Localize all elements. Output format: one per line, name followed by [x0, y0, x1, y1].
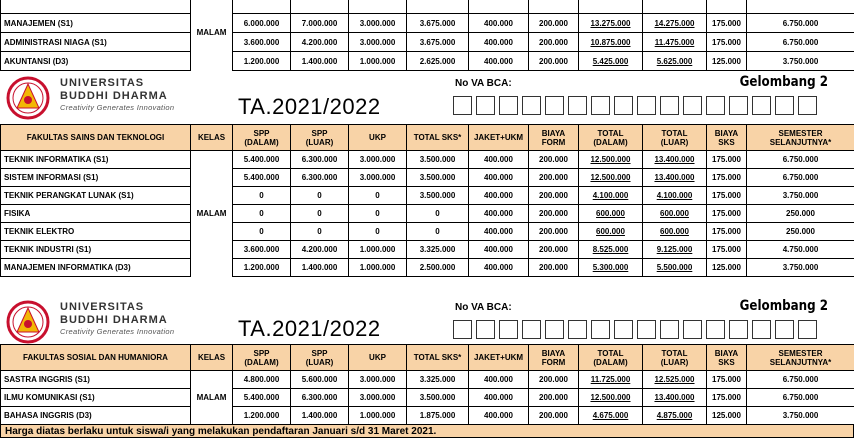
fee-cell: 12.500.000: [579, 151, 643, 169]
table-row: [1, 407, 854, 425]
va-input-boxes: [453, 96, 817, 115]
brand-line1: UNIVERSITAS: [60, 301, 145, 313]
fee-cell: 3.325.000: [407, 371, 469, 389]
fee-cell: 0: [233, 187, 291, 205]
fee-cell: 13.275.000: [579, 14, 643, 33]
fee-cell: 4.675.000: [579, 407, 643, 425]
table-row: [1, 205, 854, 223]
fee-cell: 200.000: [529, 223, 579, 241]
biaya-form-header: BIAYA FORM: [529, 125, 579, 151]
kelas-cell: MALAM: [191, 151, 233, 277]
ukp-header: UKP: [349, 345, 407, 371]
program-name: SISTEM INFORMASI (S1): [1, 169, 191, 187]
fee-cell: 9.125.000: [643, 241, 707, 259]
fee-cell: 400.000: [469, 33, 529, 52]
fee-cell: 6.750.000: [747, 33, 854, 52]
fee-cell: 13.400.000: [643, 389, 707, 407]
fee-cell: 6.750.000: [747, 371, 854, 389]
va-input-boxes: [453, 320, 817, 339]
fee-cell: 0: [407, 205, 469, 223]
fee-cell: 1.200.000: [233, 407, 291, 425]
top-fee-table: [0, 0, 854, 71]
fee-cell: 175.000: [707, 33, 747, 52]
fee-cell: 0: [349, 223, 407, 241]
total-luar-header: TOTAL (LUAR): [643, 345, 707, 371]
table-row: [1, 241, 854, 259]
fee-cell: 0: [291, 223, 349, 241]
table-row: [1, 169, 854, 187]
fee-cell: 200.000: [529, 371, 579, 389]
fee-cell: 12.525.000: [643, 371, 707, 389]
fee-cell: 3.500.000: [407, 169, 469, 187]
fee-cell: 3.500.000: [407, 389, 469, 407]
program-name: TEKNIK PERANGKAT LUNAK (S1): [1, 187, 191, 205]
fee-cell: 8.525.000: [579, 241, 643, 259]
fee-cell: 6.750.000: [747, 389, 854, 407]
fee-cell: 175.000: [707, 223, 747, 241]
fee-cell: 200.000: [529, 151, 579, 169]
spp-luar-header: SPP (LUAR): [291, 345, 349, 371]
fee-cell: 6.000.000: [233, 14, 291, 33]
fee-cell: 400.000: [469, 407, 529, 425]
brand-line2: BUDDHI DHARMA: [60, 314, 168, 326]
fee-cell: 11.475.000: [643, 33, 707, 52]
fee-cell: 4.100.000: [579, 187, 643, 205]
semester-header: SEMESTER SELANJUTNYA*: [747, 125, 854, 151]
university-logo-icon: [6, 76, 50, 120]
table-row: [1, 52, 854, 71]
fee-cell: 5.625.000: [643, 52, 707, 71]
fee-cell: [579, 0, 643, 14]
fee-cell: 2.500.000: [407, 259, 469, 277]
fee-cell: 200.000: [529, 407, 579, 425]
fee-cell: 3.600.000: [233, 241, 291, 259]
fee-cell: 3.600.000: [233, 33, 291, 52]
fee-cell: 4.200.000: [291, 241, 349, 259]
fee-cell: [707, 0, 747, 14]
faculty-header: FAKULTAS SOSIAL DAN HUMANIORA: [1, 345, 191, 371]
fee-cell: [349, 0, 407, 14]
table-row: [1, 223, 854, 241]
academic-year: TA.2021/2022: [238, 94, 381, 119]
fee-cell: 4.200.000: [291, 33, 349, 52]
program-name: ILMU KOMUNIKASI (S1): [1, 389, 191, 407]
fee-cell: 5.400.000: [233, 389, 291, 407]
fee-cell: 14.275.000: [643, 14, 707, 33]
total-luar-header: TOTAL (LUAR): [643, 125, 707, 151]
fee-cell: 6.300.000: [291, 151, 349, 169]
fee-cell: 200.000: [529, 169, 579, 187]
fee-cell: 0: [407, 223, 469, 241]
fee-cell: 1.200.000: [233, 259, 291, 277]
gelombang-label: Gelombang 2: [739, 74, 828, 90]
fee-cell: 11.725.000: [579, 371, 643, 389]
fee-cell: 5.600.000: [291, 371, 349, 389]
fee-cell: 400.000: [469, 259, 529, 277]
brand-line2: BUDDHI DHARMA: [60, 90, 168, 102]
fee-cell: 2.625.000: [407, 52, 469, 71]
fee-cell: 3.750.000: [747, 259, 854, 277]
fee-cell: 13.400.000: [643, 169, 707, 187]
fee-cell: 0: [291, 187, 349, 205]
fee-cell: 1.000.000: [349, 407, 407, 425]
fee-cell: 400.000: [469, 223, 529, 241]
fee-cell: 200.000: [529, 241, 579, 259]
fee-cell: 1.200.000: [233, 52, 291, 71]
table-row: [1, 259, 854, 277]
fee-cell: [291, 0, 349, 14]
fee-cell: 600.000: [579, 205, 643, 223]
fee-cell: 0: [233, 205, 291, 223]
spp-dalam-header: SPP (DALAM): [233, 345, 291, 371]
fee-cell: 175.000: [707, 14, 747, 33]
fee-cell: [233, 0, 291, 14]
fee-cell: 175.000: [707, 371, 747, 389]
va-label: No VA BCA:: [455, 302, 512, 313]
fee-cell: 5.425.000: [579, 52, 643, 71]
program-name: TEKNIK INFORMATIKA (S1): [1, 151, 191, 169]
fee-cell: 400.000: [469, 169, 529, 187]
biaya-form-header: BIAYA FORM: [529, 345, 579, 371]
fee-cell: 12.500.000: [579, 389, 643, 407]
fee-cell: 1.875.000: [407, 407, 469, 425]
brand-tagline: Creativity Generates Innovation: [60, 327, 175, 336]
fee-cell: 175.000: [707, 169, 747, 187]
table-row: [1, 33, 854, 52]
program-name: MANAJEMEN (S1): [1, 14, 191, 33]
fee-cell: 200.000: [529, 205, 579, 223]
gelombang-label: Gelombang 2: [739, 298, 828, 314]
fee-cell: 5.400.000: [233, 169, 291, 187]
fee-cell: 3.675.000: [407, 33, 469, 52]
program-name: BAHASA INGGRIS (D3): [1, 407, 191, 425]
social-humanities-fee-table: [0, 344, 854, 425]
fee-cell: 3.500.000: [407, 187, 469, 205]
fee-cell: 3.750.000: [747, 52, 854, 71]
fee-cell: 1.400.000: [291, 259, 349, 277]
va-label: No VA BCA:: [455, 78, 512, 89]
fee-cell: 1.400.000: [291, 52, 349, 71]
fee-cell: 175.000: [707, 205, 747, 223]
fee-cell: 200.000: [529, 389, 579, 407]
academic-year: TA.2021/2022: [238, 316, 381, 341]
program-name: AKUNTANSI (D3): [1, 52, 191, 71]
fee-cell: 1.400.000: [291, 407, 349, 425]
fee-cell: [643, 0, 707, 14]
total-sks-header: TOTAL SKS*: [407, 125, 469, 151]
program-name: [1, 0, 191, 14]
fee-cell: 1.000.000: [349, 52, 407, 71]
fee-cell: 0: [349, 205, 407, 223]
table-row: [1, 371, 854, 389]
fee-cell: [407, 0, 469, 14]
fee-cell: 0: [233, 223, 291, 241]
table-row: [1, 0, 854, 14]
brand-tagline: Creativity Generates Innovation: [60, 103, 175, 112]
program-name: MANAJEMEN INFORMATIKA (D3): [1, 259, 191, 277]
program-name: ADMINISTRASI NIAGA (S1): [1, 33, 191, 52]
total-dalam-header: TOTAL (DALAM): [579, 125, 643, 151]
fee-cell: 3.325.000: [407, 241, 469, 259]
fee-cell: 3.750.000: [747, 407, 854, 425]
jaket-header: JAKET+UKM: [469, 345, 529, 371]
fee-cell: 5.300.000: [579, 259, 643, 277]
fee-cell: 400.000: [469, 205, 529, 223]
kelas-header: KELAS: [191, 345, 233, 371]
program-name: TEKNIK INDUSTRI (S1): [1, 241, 191, 259]
fee-cell: 0: [349, 187, 407, 205]
fee-cell: 200.000: [529, 259, 579, 277]
fee-cell: 6.750.000: [747, 169, 854, 187]
fee-cell: 12.500.000: [579, 169, 643, 187]
fee-cell: 13.400.000: [643, 151, 707, 169]
fee-cell: 6.750.000: [747, 151, 854, 169]
table-row: [1, 187, 854, 205]
fee-cell: 3.675.000: [407, 14, 469, 33]
spp-dalam-header: SPP (DALAM): [233, 125, 291, 151]
fee-cell: 200.000: [529, 187, 579, 205]
fee-cell: 6.750.000: [747, 14, 854, 33]
fee-cell: 0: [291, 205, 349, 223]
fee-cell: 5.400.000: [233, 151, 291, 169]
science-tech-fee-table: [0, 124, 854, 277]
footnote: Harga diatas berlaku untuk siswa/i yang melakukan pendaftaran Januari s/d 31 Maret 2021.: [0, 424, 854, 438]
biaya-sks-header: BIAYA SKS: [707, 345, 747, 371]
fee-cell: 400.000: [469, 187, 529, 205]
fee-cell: 3.000.000: [349, 371, 407, 389]
program-name: TEKNIK ELEKTRO: [1, 223, 191, 241]
fee-cell: 400.000: [469, 371, 529, 389]
table-row: [1, 151, 854, 169]
fee-cell: [529, 0, 579, 14]
fee-cell: 400.000: [469, 14, 529, 33]
fee-cell: 3.750.000: [747, 187, 854, 205]
fee-cell: 3.500.000: [407, 151, 469, 169]
fee-cell: 250.000: [747, 205, 854, 223]
fee-cell: 4.875.000: [643, 407, 707, 425]
kelas-cell: MALAM: [191, 371, 233, 425]
fee-cell: 600.000: [643, 205, 707, 223]
fee-cell: 5.500.000: [643, 259, 707, 277]
total-sks-header: TOTAL SKS*: [407, 345, 469, 371]
section-2-header: [0, 72, 854, 124]
fee-cell: 4.800.000: [233, 371, 291, 389]
jaket-header: JAKET+UKM: [469, 125, 529, 151]
fee-cell: 200.000: [529, 52, 579, 71]
fee-cell: 175.000: [707, 187, 747, 205]
fee-cell: 3.000.000: [349, 14, 407, 33]
fee-cell: 125.000: [707, 52, 747, 71]
biaya-sks-header: BIAYA SKS: [707, 125, 747, 151]
fee-cell: 400.000: [469, 52, 529, 71]
fee-cell: 125.000: [707, 259, 747, 277]
fee-cell: 125.000: [707, 407, 747, 425]
total-dalam-header: TOTAL (DALAM): [579, 345, 643, 371]
fee-cell: 3.000.000: [349, 33, 407, 52]
fee-cell: 175.000: [707, 151, 747, 169]
program-name: FISIKA: [1, 205, 191, 223]
fee-cell: 10.875.000: [579, 33, 643, 52]
fee-cell: 600.000: [643, 223, 707, 241]
fee-cell: [469, 0, 529, 14]
fee-cell: 175.000: [707, 389, 747, 407]
fee-cell: 400.000: [469, 151, 529, 169]
fee-cell: 400.000: [469, 241, 529, 259]
brand-line1: UNIVERSITAS: [60, 77, 145, 89]
fee-cell: 3.000.000: [349, 151, 407, 169]
fee-cell: 1.000.000: [349, 241, 407, 259]
fee-cell: 3.000.000: [349, 169, 407, 187]
fee-cell: 175.000: [707, 241, 747, 259]
fee-cell: 600.000: [579, 223, 643, 241]
fee-cell: 200.000: [529, 14, 579, 33]
fee-cell: 6.300.000: [291, 389, 349, 407]
fee-cell: 6.300.000: [291, 169, 349, 187]
fee-cell: 250.000: [747, 223, 854, 241]
fee-cell: 3.000.000: [349, 389, 407, 407]
fee-cell: 4.750.000: [747, 241, 854, 259]
spp-luar-header: SPP (LUAR): [291, 125, 349, 151]
fee-cell: [747, 0, 854, 14]
table-row: [1, 389, 854, 407]
table-row: [1, 14, 854, 33]
semester-header: SEMESTER SELANJUTNYA*: [747, 345, 854, 371]
kelas-cell: MALAM: [191, 0, 233, 71]
fee-cell: 7.000.000: [291, 14, 349, 33]
fee-cell: 200.000: [529, 33, 579, 52]
section-3-header: [0, 296, 854, 344]
kelas-header: KELAS: [191, 125, 233, 151]
fee-cell: 400.000: [469, 389, 529, 407]
university-logo-icon: [6, 300, 50, 344]
ukp-header: UKP: [349, 125, 407, 151]
program-name: SASTRA INGGRIS (S1): [1, 371, 191, 389]
fee-cell: 1.000.000: [349, 259, 407, 277]
fee-cell: 4.100.000: [643, 187, 707, 205]
faculty-header: FAKULTAS SAINS DAN TEKNOLOGI: [1, 125, 191, 151]
